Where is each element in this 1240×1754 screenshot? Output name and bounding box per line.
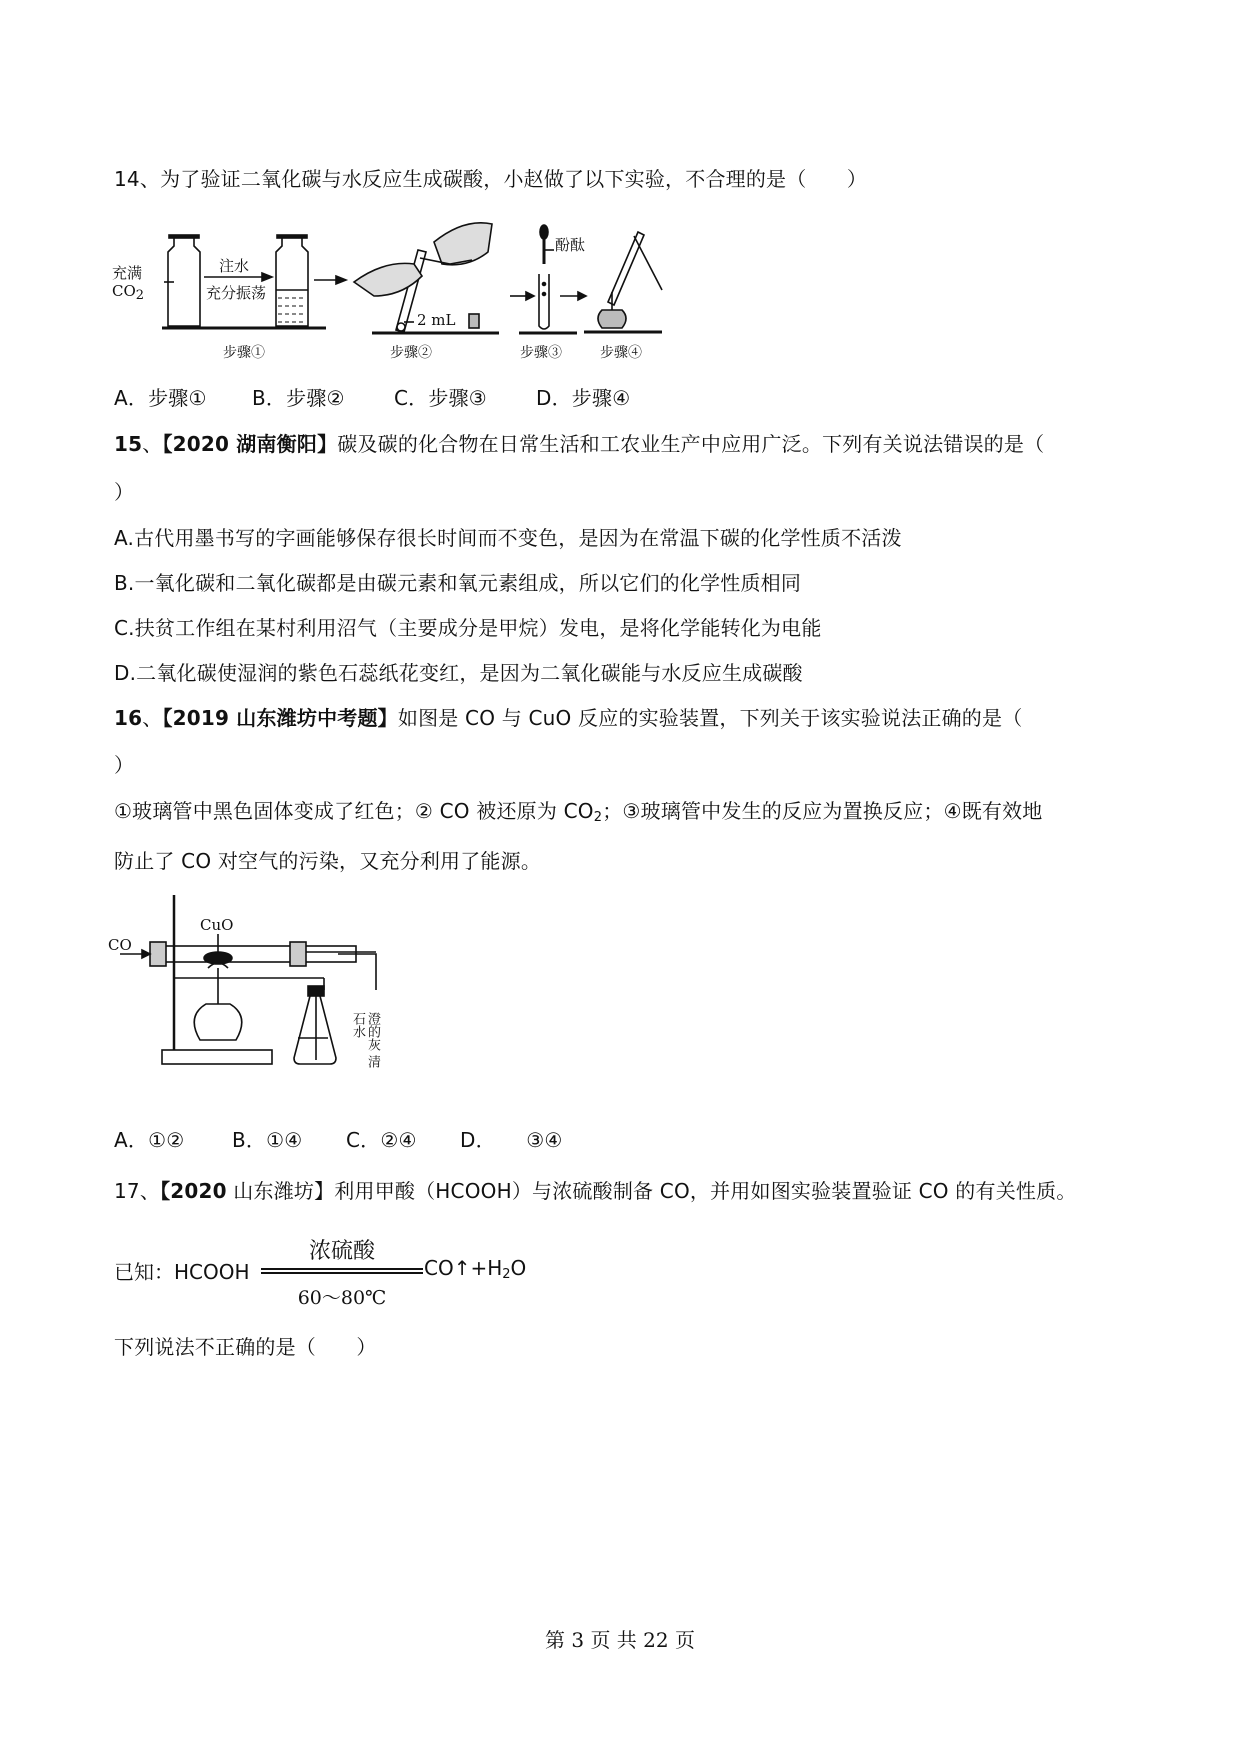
q16-option-d[interactable]: D． ③④ [460,1128,563,1152]
q15-option-c[interactable]: C.扶贫工作组在某村利用沼气（主要成分是甲烷）发电，是将化学能转化为电能 [114,616,822,640]
step-4-label: 步骤④ [600,345,642,361]
q15-source: 【2020 湖南衡阳】 [162,432,338,456]
q15-number: 15 [114,432,143,456]
q17-stem: 利用甲酸（HCOOH）与浓硫酸制备 CO，并用如图实验装置验证 CO 的有关性质。 [334,1179,1077,1203]
q15-option-b[interactable]: B.一氧化碳和二氧化碳都是由碳元素和氧元素组成，所以它们的化学性质相同 [114,571,802,595]
q17-stem-line: 17、【2020 山东潍坊】利用甲酸（HCOOH）与浓硫酸制备 CO，并用如图实验装置验证 CO 的有关性质。 [114,1179,1077,1203]
q15-close-paren: ） [114,480,135,504]
q14-experiment-figure [114,222,694,367]
label-co-input: CO [108,936,132,954]
q14-option-d[interactable]: D．步骤④ [536,386,631,410]
step-3-label: 步骤③ [520,345,562,361]
q16-apparatus-figure [108,890,434,1080]
co-cuo-apparatus-illustration [114,890,434,1080]
label-shake: 充分振荡 [206,284,267,302]
page-footer: 第 3 页 共 22 页 [545,1628,695,1652]
label-volume: 2 mL [417,311,456,329]
q14-option-a[interactable]: A．步骤① [114,386,207,410]
equation-temperature: 60～80℃ [297,1287,387,1309]
equation-products: $CO↑+H_2O$ [424,1256,527,1282]
q14-option-c[interactable]: C．步骤③ [394,386,487,410]
step-1-label: 步骤① [223,345,265,361]
q14-options [114,384,630,412]
q16-options [114,1126,562,1154]
q17-source: 【2020 [160,1179,227,1203]
q16-close-paren: ） [114,753,135,777]
label-co2: $CO_2$ [112,282,145,303]
q16-stem-line: 16、【2019 山东潍坊中考题】如图是 CO 与 CuO 反应的实验装置，下列关于该实验说法正确的是（ [114,706,1023,730]
q16-option-c[interactable]: C．②④ [346,1128,417,1152]
q17-question: 下列说法不正确的是（ ） [114,1335,377,1359]
step-2-label: 步骤② [390,345,432,361]
q16-option-a[interactable]: A．①② [114,1128,185,1152]
q14-stem: 为了验证二氧化碳与水反应生成碳酸，小赵做了以下实验，不合理的是（ ） [160,167,868,191]
q15-option-d[interactable]: D.二氧化碳使湿润的紫色石蕊纸花变红，是因为二氧化碳能与水反应生成碳酸 [114,661,803,685]
q17-number: 17、 [114,1179,161,1203]
q14-number: 14、 [114,167,161,191]
label-limewater: 澄的灰 清石水 [350,1012,380,1069]
label-inject-water: 注水 [219,257,250,275]
q15-option-a[interactable]: A.古代用墨书写的字画能够保存很长时间而不变色，是因为在常温下碳的化学性质不活泼 [114,526,902,550]
q16-statements-line2: 防止了 CO 对空气的污染，又充分利用了能源。 [114,849,542,873]
q16-stem: 如图是 CO 与 CuO 反应的实验装置，下列关于该实验说法正确的是（ [397,706,1023,730]
q16-source: 【2019 山东潍坊中考题】 [162,706,398,730]
q15-stem: 碳及碳的化合物在日常生活和工农业生产中应用广泛。下列有关说法错误的是（ [337,432,1045,456]
equation-catalyst: 浓硫酸 [308,1239,375,1264]
label-cuo: CuO [200,916,234,934]
q16-option-b[interactable]: B．①④ [232,1128,303,1152]
label-phenolphthalein: 酚酞 [555,236,586,254]
q16-number: 16 [114,706,143,730]
q16-statements-line1: ①玻璃管中黑色固体变成了红色；② CO 被还原为 $CO_2$；③玻璃管中发生的反应为置换反应；④既有效地 [114,799,1043,825]
equation-equals-bar [261,1268,423,1274]
label-fill: 充满 [112,264,143,282]
q14-option-b[interactable]: B．步骤② [252,386,345,410]
q14-stem-line [114,165,867,193]
q15-stem-line: 15、【2020 湖南衡阳】碳及碳的化合物在日常生活和工农业生产中应用广泛。下列有关说法错误的是（ [114,432,1045,456]
equation-reactant: 已知：HCOOH [114,1260,250,1284]
